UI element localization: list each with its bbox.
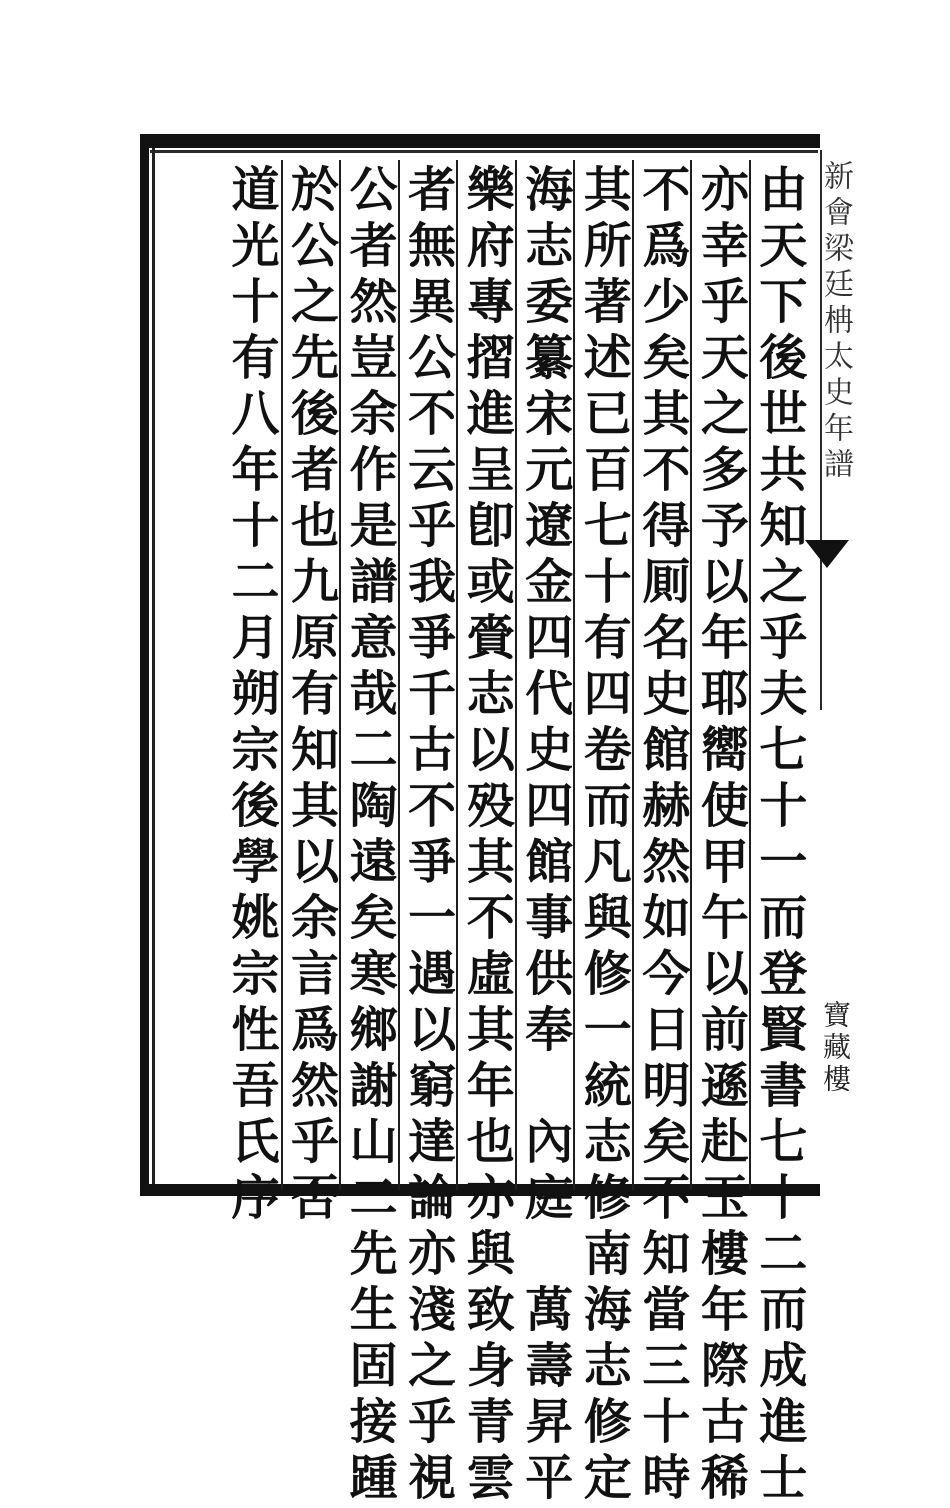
column-text: 其所著述已百七十有四卷而凡與修一統志修南海志修定	[575, 164, 632, 1508]
column-text: 道光十有八年十二月朔宗後學姚宗性吾氏序	[223, 164, 279, 1228]
text-column-3	[632, 160, 690, 1508]
text-column-8	[339, 160, 398, 1508]
column-text: 樂府專摺進呈卽或賫志以殁其不虛其年也亦與致身青雲	[458, 164, 515, 1508]
column-text: 由天下後世共知之乎夫七十一而登賢書七十二而成進士	[750, 164, 807, 1508]
fishtail-mark	[805, 540, 849, 568]
column-text: 者無異公不云乎我爭千古不爭一遇以窮達論亦淺之乎視	[399, 164, 456, 1508]
text-column-4	[573, 160, 632, 1508]
column-text: 海志委纂宋元遼金四代史四館事供奉 內庭 萬壽昇平	[516, 164, 573, 1508]
column-text: 公者然豈余作是譜意哉二陶遠矣寒鄉謝山二先生固接踵	[341, 164, 398, 1508]
left-rule	[152, 148, 155, 1184]
text-columns	[222, 160, 807, 1508]
text-column-10	[222, 160, 280, 1228]
margin-title-text: 新會梁廷柟太史年譜	[818, 160, 853, 484]
margin-title	[818, 160, 852, 710]
column-text: 於公之先後者也九原有知其以余言爲然乎否	[282, 164, 339, 1228]
text-column-6	[456, 160, 515, 1508]
margin-block-text: 寶藏樓	[819, 1000, 852, 1096]
top-rule	[150, 150, 818, 153]
text-column-5	[515, 160, 573, 1508]
text-column-9	[281, 160, 339, 1228]
text-column-2	[690, 160, 749, 1508]
column-text: 不爲少矣其不得厠名史館赫然如今日明矣不知當三十時	[633, 164, 690, 1508]
text-column-1	[749, 160, 807, 1508]
margin-block-label	[818, 1000, 852, 1190]
text-column-7	[398, 160, 456, 1508]
column-text: 亦幸乎天之多予以年耶嚮使甲午以前遜赴玉樓年際古稀	[692, 164, 749, 1508]
